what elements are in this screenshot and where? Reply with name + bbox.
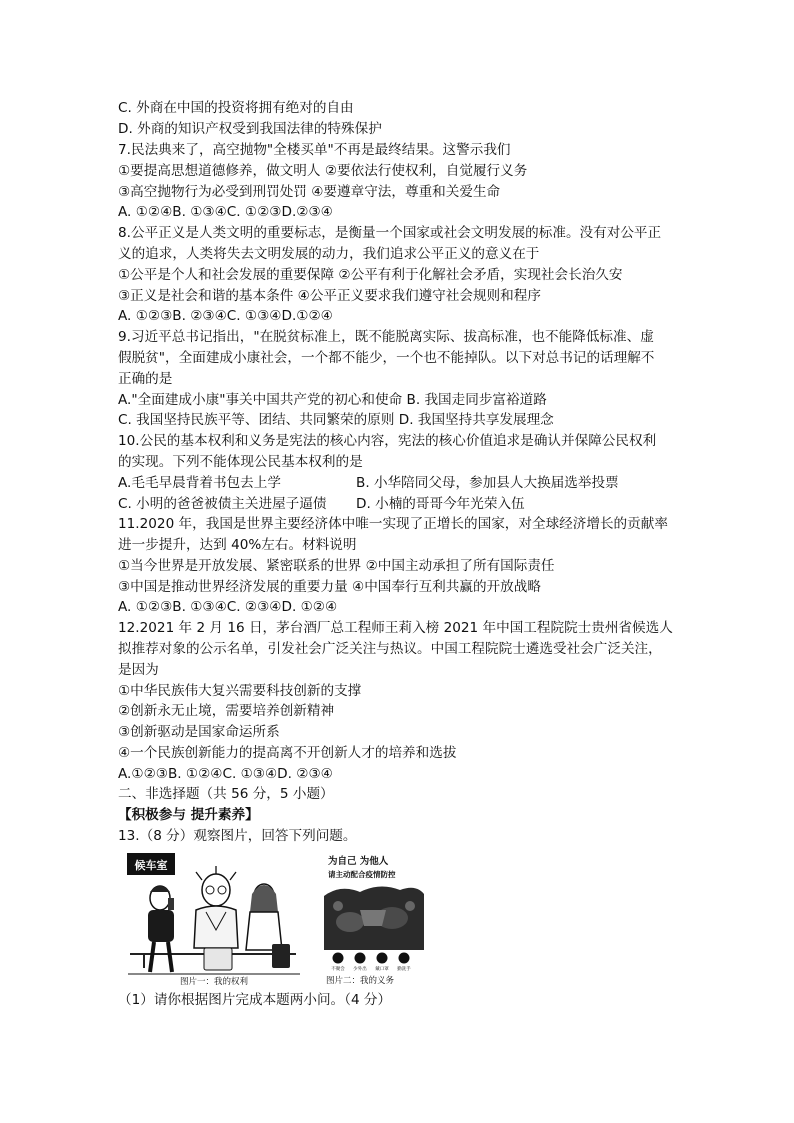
- q11-statements-2: ③中国是推动世界经济发展的重要力量 ④中国奉行互利共赢的开放战略: [118, 579, 541, 595]
- wash-hands-icon: [399, 953, 410, 964]
- q12-statement-4: ④一个民族创新能力的提高离不开创新人才的培养和选拔: [118, 745, 457, 761]
- question-13-part-1: （1）请你根据图片完成本题两小问。（4 分）: [118, 992, 392, 1008]
- luggage: [204, 948, 232, 970]
- q8-options: A. ①②③B. ②③④C. ①③④D.①②④: [118, 308, 333, 324]
- q8-statements-1: ①公平是个人和社会发展的重要保障 ②公平有利于化解社会矛盾，实现社会长治久安: [118, 267, 623, 283]
- question-10-line-1: 10.公民的基本权利和义务是宪法的核心内容，宪法的核心价值追求是确认并保障公民权利: [118, 433, 657, 449]
- question-9-line-2: 假脱贫"，全面建成小康社会，一个都不能少，一个也不能掉队。以下对总书记的话理解不: [118, 350, 655, 366]
- q8-statements-2: ③正义是社会和谐的基本条件 ④公平正义要求我们遵守社会规则和程序: [118, 288, 541, 304]
- question-12-line-2: 拟推荐对象的公示名单，引发社会广泛关注与热议。中国工程院院士遴选受社会广泛关注，: [118, 641, 662, 657]
- poster-heading-2: 请主动配合疫情防控: [328, 870, 396, 879]
- question-12-line-1: 12.2021 年 2 月 16 日，茅台酒厂总工程师王莉入榜 2021 年中国工程院院士贵州省候选人: [118, 620, 673, 636]
- q7-statements-1: ①要提高思想道德修养，做文明人 ②要依法行使权利，自觉履行义务: [118, 163, 528, 179]
- figure2-caption: 图片二：我的义务: [326, 976, 395, 986]
- q10-option-c: C. 小明的爸爸被债主关进屋子逼债: [118, 496, 327, 512]
- q12-statement-2: ②创新永无止境，需要培养创新精神: [118, 703, 335, 719]
- question-8-line-2: 义的追求，人类将失去文明发展的动力，我们追求公平正义的意义在于: [118, 246, 540, 262]
- q12-options: A.①②③B. ①②④C. ①③④D. ②③④: [118, 766, 333, 782]
- q12-statement-1: ①中华民族伟大复兴需要科技创新的支撑: [118, 683, 362, 699]
- no-gathering-icon: [333, 953, 344, 964]
- section-heading: 二、非选择题（共 56 分，5 小题）: [118, 786, 334, 802]
- question-12-line-3: 是因为: [118, 662, 159, 678]
- figure1-caption: 图片一：我的权利: [179, 977, 249, 987]
- q10-option-d: D. 小楠的哥哥今年光荣入伍: [356, 496, 525, 512]
- question-9-line-3: 正确的是: [118, 371, 173, 387]
- q12-statement-3: ③创新驱动是国家命运所系: [118, 724, 280, 740]
- sign-text: 候车室: [134, 859, 168, 872]
- icon-label-4: 勤洗手: [397, 967, 411, 972]
- q10-option-b: B. 小华陪同父母，参加县人大换届选举投票: [356, 475, 619, 491]
- mask-icon: [377, 953, 388, 964]
- poster-heading-1: 为自己 为他人: [328, 856, 389, 867]
- q11-statements-1: ①当今世界是开放发展、紧密联系的世界 ②中国主动承担了所有国际责任: [118, 558, 555, 574]
- woman-bag: [272, 944, 290, 968]
- q11-options: A. ①②③B. ①③④C. ②③④D. ①②④: [118, 599, 338, 615]
- option-d-q6: D. 外商的知识产权受到我国法律的特殊保护: [118, 121, 382, 137]
- option-c-q6: C. 外商在中国的投资将拥有绝对的自由: [118, 100, 354, 116]
- figure-rights-cartoon: [124, 850, 304, 988]
- q7-statements-2: ③高空抛物行为必受到刑罚处罚 ④要遵章守法，尊重和关爱生命: [118, 184, 501, 200]
- q10-option-a: A.毛毛早晨背着书包去上学: [118, 475, 281, 491]
- q9-options-cd: C. 我国坚持民族平等、团结、共同繁荣的原则 D. 我国坚持共享发展理念: [118, 412, 554, 428]
- question-11-line-2: 进一步提升，达到 40%左右。材料说明: [118, 537, 357, 553]
- question-13: 13.（8 分）观察图片，回答下列问题。: [118, 828, 357, 844]
- stay-home-icon: [355, 953, 366, 964]
- figure-duties-poster: [320, 852, 426, 986]
- icon-label-3: 戴口罩: [375, 967, 389, 972]
- question-8-line-1: 8.公平正义是人类文明的重要标志，是衡量一个国家或社会文明发展的标准。没有对公平正: [118, 225, 662, 241]
- question-10-line-2: 的实现。下列不能体现公民基本权利的是: [118, 454, 363, 470]
- icon-label-2: 少外出: [353, 967, 367, 972]
- subsection-heading: 【积极参与 提升素养】: [118, 807, 259, 823]
- icon-label-1: 不聚会: [331, 967, 345, 972]
- question-9-line-1: 9.习近平总书记指出，"在脱贫标准上，既不能脱离实际、拔高标准，也不能降低标准、虚: [118, 329, 654, 345]
- q9-options-ab: A."全面建成小康"事关中国共产党的初心和使命 B. 我国走同步富裕道路: [118, 392, 547, 408]
- man-suit: [148, 910, 174, 942]
- q7-options: A. ①②④B. ①③④C. ①②③D.②③④: [118, 204, 333, 220]
- question-7: 7.民法典来了，高空抛物"全楼买单"不再是最终结果。这警示我们: [118, 142, 511, 158]
- question-11-line-1: 11.2020 年，我国是世界主要经济体中唯一实现了正增长的国家，对全球经济增长的贡献率: [118, 516, 668, 532]
